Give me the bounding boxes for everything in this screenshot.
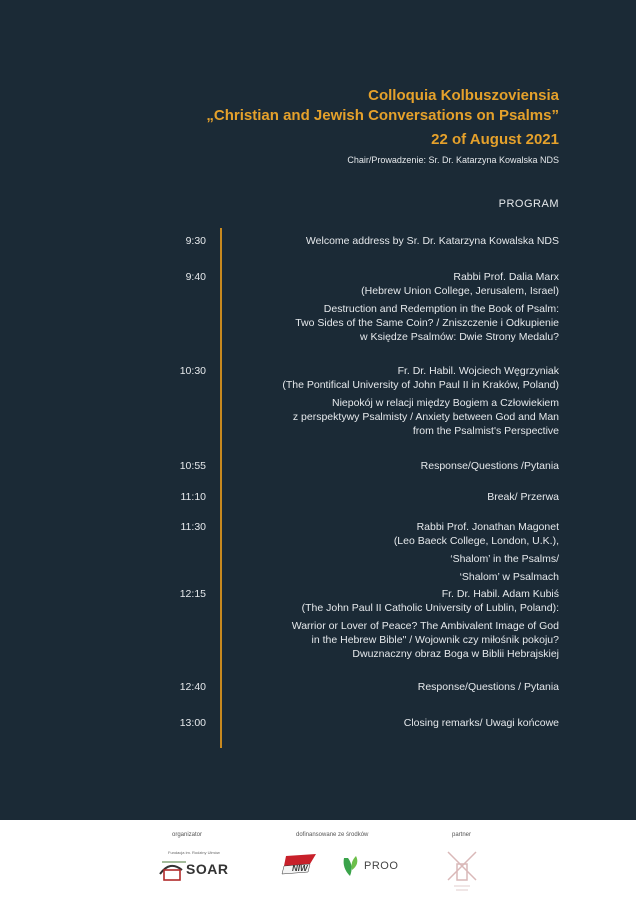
- talk-line: Warrior or Lover of Peace? The Ambivalent Image of God: [291, 620, 559, 632]
- entry-text: Welcome address by Sr. Dr. Katarzyna Kowalska NDS: [305, 235, 559, 247]
- talk-line: Destruction and Redemption in the Book of Psalm:: [323, 303, 559, 315]
- foundation-text: Fundacja im. Rodziny Ulmów: [168, 850, 220, 855]
- talk-line: Niepokój w relacji między Bogiem a Człowiekiem: [332, 397, 559, 409]
- proo-text: PROO: [364, 860, 399, 872]
- organizer-label: organizator: [172, 832, 203, 838]
- entry-time: 9:30: [185, 235, 206, 247]
- speaker-affiliation: (The John Paul II Catholic University of Lublin, Poland):: [301, 602, 559, 614]
- talk-title: [219, 396, 559, 438]
- niw-logo: [280, 850, 324, 890]
- talk-line: w Księdze Psalmów: Dwie Strony Medalu?: [360, 331, 559, 343]
- entry-time: 10:30: [179, 365, 206, 377]
- talk-line: Dwuznaczny obraz Boga w Biblii Hebrajskiej: [352, 648, 559, 660]
- soar-text: SOAR: [186, 861, 229, 877]
- program-heading: PROGRAM: [498, 198, 559, 210]
- entry-text: Response/Questions / Pytania: [417, 681, 559, 693]
- entry-time: 11:10: [180, 491, 206, 503]
- talk-line: ‘Shalom’ w Psalmach: [459, 571, 559, 583]
- speaker-affiliation: (Leo Baeck College, London, U.K.),: [393, 535, 559, 547]
- event-date: 22 of August 2021: [431, 131, 559, 148]
- entry-time: 13:00: [179, 717, 206, 729]
- entry-time: 9:40: [185, 271, 206, 283]
- funding-label: dofinansowane ze środków: [296, 832, 369, 838]
- niw-text: NIW: [292, 864, 308, 873]
- partner-label: partner: [452, 832, 472, 838]
- entry-time: 11:30: [180, 521, 206, 533]
- entry-text: Closing remarks/ Uwagi końcowe: [403, 717, 559, 729]
- talk-line: in the Hebrew Bible" / Wojownik czy miłośnik pokoju?: [311, 634, 559, 646]
- series-title: Colloquia Kolbuszoviensia: [368, 87, 559, 104]
- talk-line: from the Psalmist's Perspective: [412, 425, 559, 437]
- header: [206, 86, 559, 167]
- entry-text: Break/ Przerwa: [487, 491, 559, 503]
- proo-logo: [340, 854, 410, 884]
- talk-title: [219, 302, 559, 344]
- speaker-affiliation: (The Pontifical University of John Paul II in Kraków, Poland): [282, 379, 559, 391]
- entry-time: 12:15: [179, 588, 206, 600]
- talk-line: Two Sides of the Same Coin? / Zniszczenie i Odkupienie: [295, 317, 559, 329]
- entry-time: 10:55: [179, 460, 206, 472]
- chair-line: Chair/Prowadzenie: Sr. Dr. Katarzyna Kowalska NDS: [347, 155, 559, 165]
- sponsors-footer: [0, 820, 636, 900]
- soar-logo: [156, 850, 236, 884]
- entry-text: Response/Questions /Pytania: [420, 460, 559, 472]
- speaker-name: Fr. Dr. Habil. Adam Kubiś: [441, 588, 559, 600]
- event-title: „Christian and Jewish Conversations on Psalms”: [206, 107, 559, 124]
- speaker-name: Rabbi Prof. Jonathan Magonet: [416, 521, 559, 533]
- speaker-name: Fr. Dr. Habil. Wojciech Węgrzyniak: [397, 365, 559, 377]
- talk-title: [219, 619, 559, 661]
- partner-logo: [440, 846, 484, 894]
- talk-line: ‘Shalom’ in the Psalms/: [450, 553, 559, 565]
- speaker-affiliation: (Hebrew Union College, Jerusalem, Israel): [361, 285, 559, 297]
- windmill-icon: [440, 846, 484, 894]
- entry-time: 12:40: [179, 681, 206, 693]
- speaker-name: Rabbi Prof. Dalia Marx: [453, 271, 559, 283]
- proo-leaf-icon: [340, 854, 362, 880]
- talk-line: z perspektywy Psalmisty / Anxiety between God and Man: [292, 411, 559, 423]
